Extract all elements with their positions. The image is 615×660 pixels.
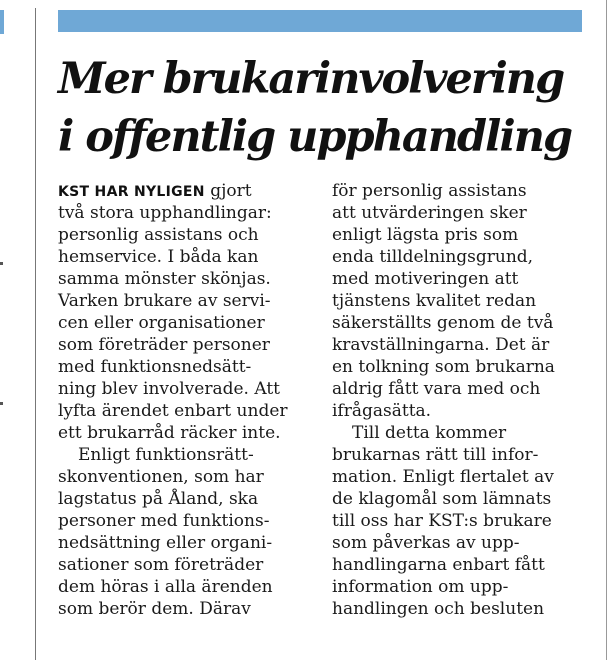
body-line: mation. Enligt flertalet av (332, 467, 554, 487)
body-line: dem höras i alla ärenden (58, 577, 273, 597)
section-color-bar (58, 10, 582, 32)
body-line: lagstatus på Åland, ska (58, 489, 259, 509)
body-line: cen eller organisationer (58, 313, 265, 333)
body-line: ning blev involverade. Att (58, 379, 280, 399)
left-column-fragment (0, 402, 3, 405)
body-line: hemservice. I båda kan (58, 247, 259, 267)
body-line-paragraph-start: Enligt funktionsrätt- (78, 445, 254, 465)
left-column-fragment (0, 262, 3, 265)
body-column-left (58, 180, 316, 620)
body-line: aldrig fått vara med och (332, 379, 541, 399)
body-line: tjänstens kvalitet redan (332, 291, 537, 311)
body-line: sationer som företräder (58, 555, 264, 575)
body-line: samma mönster skönjas. (58, 269, 271, 289)
body-line: enda tilldelningsgrund, (332, 247, 534, 267)
kicker-lead-in: KST HAR NYLIGEN (58, 184, 205, 200)
body-line: KST HAR NYLIGEN gjort (58, 181, 252, 201)
body-line: handlingen och besluten (332, 599, 545, 619)
body-line: de klagomål som lämnats (332, 489, 552, 509)
body-line: med motiveringen att (332, 269, 519, 289)
body-line: brukarnas rätt till infor- (332, 445, 539, 465)
body-line: information om upp- (332, 577, 509, 597)
body-line: två stora upphandlingar: (58, 203, 272, 223)
body-line: som påverkas av upp- (332, 533, 520, 553)
body-line: att utvärderingen sker (332, 203, 527, 223)
body-line: personlig assistans och (58, 225, 259, 245)
body-line: med funktionsnedsätt- (58, 357, 252, 377)
body-line: lyfta ärendet enbart under (58, 401, 288, 421)
right-edge-divider (606, 0, 607, 660)
left-column-accent-bar (0, 10, 4, 34)
body-line: nedsättning eller organi- (58, 533, 273, 553)
body-line: ett brukarråd räcker inte. (58, 423, 281, 443)
body-line: personer med funktions- (58, 511, 270, 531)
body-line: till oss har KST:s brukare (332, 511, 552, 531)
body-line: för personlig assistans (332, 181, 527, 201)
headline-line-2: i offentlig upphandling (58, 112, 572, 162)
body-line: kravställningarna. Det är (332, 335, 550, 355)
body-line: Varken brukare av servi- (58, 291, 271, 311)
headline-line-1: Mer brukarinvolvering (58, 54, 564, 104)
body-line-paragraph-start: Till detta kommer (352, 423, 507, 443)
body-line: som företräder personer (58, 335, 270, 355)
body-line: som berör dem. Därav (58, 599, 251, 619)
body-line: säkerställts genom de två (332, 313, 554, 333)
body-line: en tolkning som brukarna (332, 357, 555, 377)
body-line: ifrågasätta. (332, 401, 432, 421)
body-line: skonventionen, som har (58, 467, 264, 487)
body-line: enligt lägsta pris som (332, 225, 519, 245)
article-headline (58, 50, 603, 166)
body-line: handlingarna enbart fått (332, 555, 545, 575)
body-column-right (332, 180, 600, 620)
column-divider (35, 8, 36, 660)
